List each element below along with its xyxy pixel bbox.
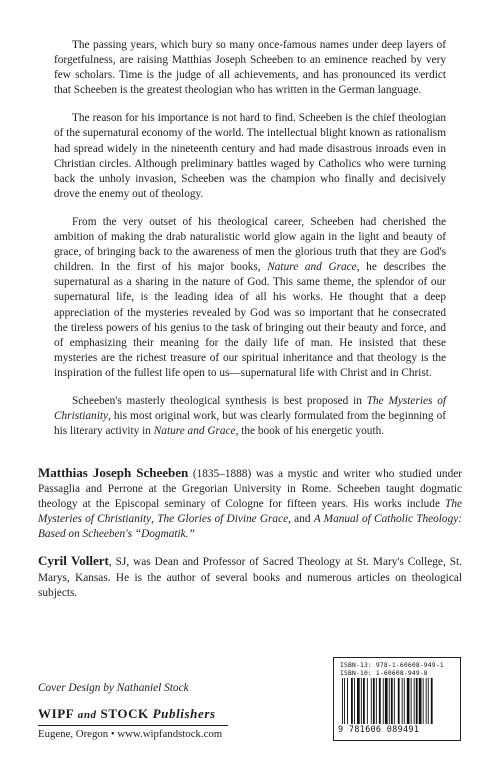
barcode-bar xyxy=(361,678,362,724)
barcode-bar xyxy=(367,678,368,724)
barcode-digits: 9 781606 089491 xyxy=(338,725,420,735)
barcode-bar xyxy=(423,678,424,724)
book-title: The Mysteries of Christianity xyxy=(54,394,446,423)
barcode-bar xyxy=(394,678,395,724)
barcode-bar xyxy=(419,678,422,724)
barcode-bar xyxy=(354,678,355,724)
blurb-text: Scheeben's masterly theological synthesis is best proposed in xyxy=(72,394,367,407)
blurb-text: , the book of his energetic youth. xyxy=(235,425,385,438)
translator-name: Cyril Vollert xyxy=(38,553,109,569)
barcode-bar xyxy=(363,678,365,724)
publisher-name-part: STOCK xyxy=(96,706,153,721)
book-title: Nature and Grace xyxy=(153,425,236,438)
author-bio xyxy=(38,465,462,542)
bio-text: , xyxy=(151,513,158,526)
barcode-bar xyxy=(414,678,415,724)
isbn-13: ISBN-13: 978-1-60608-949-1 xyxy=(340,662,444,669)
barcode-bar xyxy=(428,678,429,724)
blurb-paragraph-4 xyxy=(54,394,446,439)
barcode-bar xyxy=(411,678,412,724)
barcode-bar xyxy=(416,678,418,724)
barcode-bar xyxy=(404,678,405,724)
blurb-paragraph-3 xyxy=(54,215,446,381)
barcode-bar xyxy=(389,678,390,724)
barcode-bar xyxy=(371,678,372,724)
barcode-bar xyxy=(402,678,403,724)
bio-text: (1835–1888) was a mystic and writer who studied under Passaglia and Perrone at the Gregorian University in Rome. Scheeben taught dogmatic theology at the Episcopal seminary of Cologne for fifteen years. His works include xyxy=(38,468,462,511)
barcode-bar xyxy=(383,678,384,724)
barcode-bars xyxy=(334,678,460,726)
publisher-name-part: Publishers xyxy=(152,706,216,721)
blurb-text: From the very outset of his theological career, Scheeben had cherished the ambition of making the drab naturalistic world glow again in the light and beauty of grace, of bringing back to the awareness of men the glorious truth that they are God's children. In the first of his major books, xyxy=(54,215,446,274)
isbn-10: ISBN-10: 1-60608-949-8 xyxy=(340,670,428,677)
barcode-bar xyxy=(431,678,433,724)
contributor-bios xyxy=(38,465,462,612)
barcode-bar xyxy=(385,678,388,724)
barcode-bar xyxy=(398,678,400,724)
publisher-name xyxy=(38,706,268,722)
back-cover-blurb xyxy=(54,38,446,452)
publisher-rule xyxy=(38,725,228,726)
translator-bio xyxy=(38,553,462,600)
book-title: The Mysteries of Christianity xyxy=(38,498,462,526)
bio-text: , SJ, was Dean and Professor of Sacred Theology at St. Mary's College, St. Marys, Kansas. He is the author of several books and numerous articles on theological subjects. xyxy=(38,556,462,599)
barcode-bar xyxy=(426,678,427,724)
publisher-name-part: WIPF xyxy=(38,706,78,721)
book-title: A Manual of Catholic Theology: Based on Scheeben's “Dogmatik.” xyxy=(38,513,463,541)
publisher-address: Eugene, Oregon • www.wipfandstock.com xyxy=(38,728,223,740)
barcode-bar xyxy=(379,678,381,724)
author-name: Matthias Joseph Scheeben xyxy=(38,465,189,480)
blurb-text: , he describes the supernatural as a sharing in the nature of God. This same theme, the splendor of our supernatural life, is the leading idea of all his works. He thought that a deep appreciation of the mysteries revealed by God was so important that he consecrated the tireless powers of his genius to the task of bringing out their beauty and force, and of emphasizing their meaning for the daily life of man. He insisted that these mysteries are the richest treasure of our spiritual inheritance and that theology is the inspiration of the fullest life open to us—supernatural life with Christ and in Christ. xyxy=(54,261,446,379)
publisher-name-and: and xyxy=(77,709,97,721)
blurb-text: , his most original work, but was clearly formulated from the beginning of his literary activity in xyxy=(54,410,446,438)
book-title: Nature and Grace xyxy=(267,261,357,274)
barcode-bar xyxy=(351,678,353,724)
isbn-barcode xyxy=(333,657,461,741)
book-title: The Glories of Divine Grace xyxy=(157,513,289,526)
barcode-bar xyxy=(407,678,410,724)
barcode-bar xyxy=(376,678,377,724)
publisher-block xyxy=(38,682,268,740)
blurb-paragraph-1: The passing years, which bury so many once-famous names under deep layers of forgetfulness, are raising Matthias Joseph Scheeben to an eminence reached by very few scholars. Time is the judge of all achievements, and has pronounced its verdict that Scheeben is the greatest theologian who has written in the German language. xyxy=(54,39,446,97)
barcode-bar xyxy=(344,678,345,724)
barcode-bar xyxy=(347,678,348,724)
blurb-paragraph-2: The reason for his importance is not hard to find. Scheeben is the chief theologian of the supernatural economy of the world. The intellectual blight known as rationalism had spread widely in the nineteenth century and had made disastrous inroads even in Christian circles. Although preliminary battles waged by Catholics who were turning back the unholy invasion, Scheeben was the champion who finally and decisively drove the enemy out of theology. xyxy=(54,112,446,200)
barcode-bar xyxy=(373,678,375,724)
cover-design-credit: Cover Design by Nathaniel Stock xyxy=(38,682,189,694)
barcode-bar xyxy=(391,678,393,724)
barcode-bar xyxy=(357,678,360,724)
bio-text: , and xyxy=(288,513,314,526)
barcode-bar xyxy=(342,678,343,724)
